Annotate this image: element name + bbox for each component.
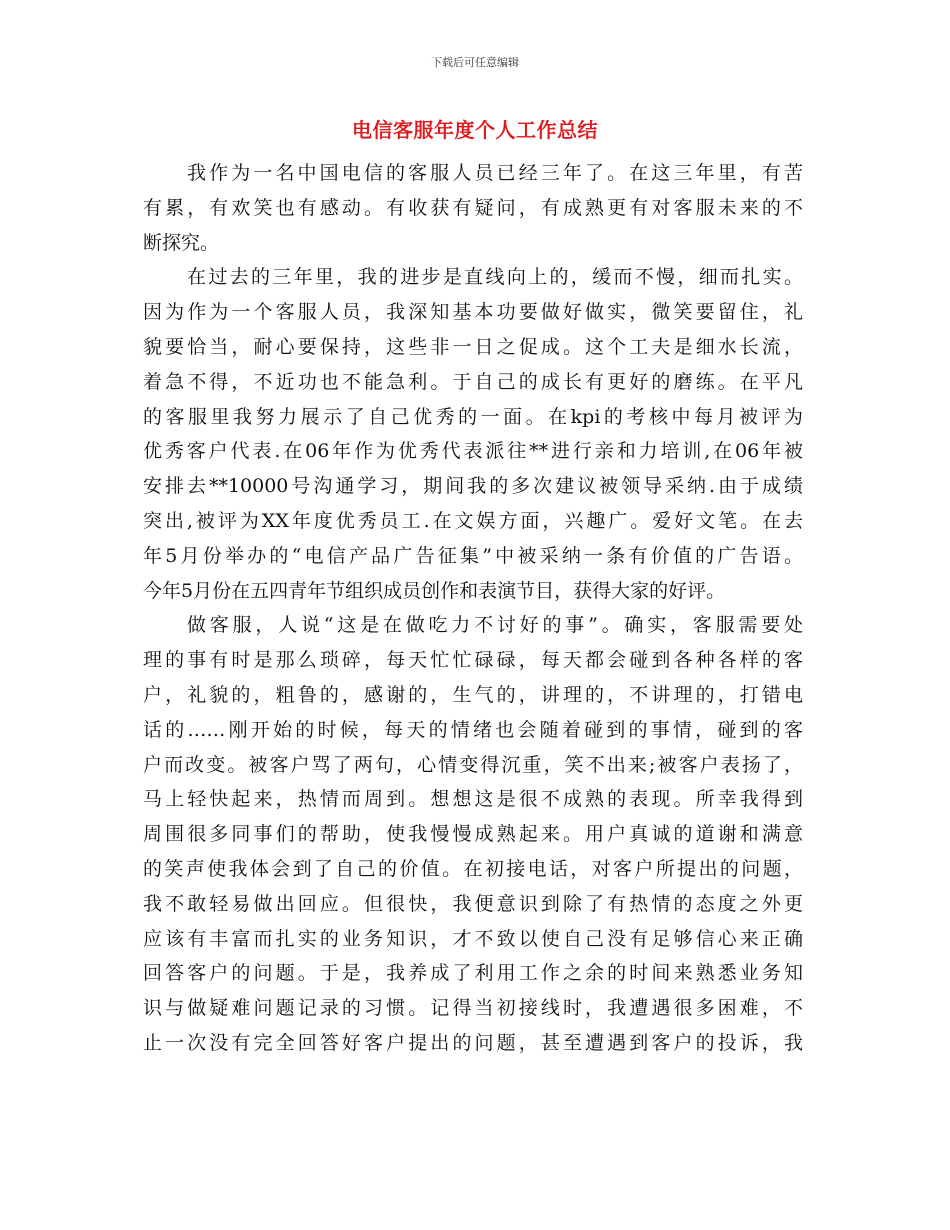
body-line: 的笑声使我体会到了自己的价值。在初接电话，对客户所提出的问题， — [143, 857, 803, 880]
body-line: 优秀客户代表.在06年作为优秀代表派往**进行亲和力培训,在06年被 — [143, 440, 803, 463]
body-line: 着急不得，不近功也不能急利。于自己的成长有更好的磨练。在平凡 — [143, 370, 803, 393]
body-line: 我不敢轻易做出回应。但很快，我便意识到除了有热情的态度之外更 — [143, 892, 803, 915]
header-note: 下载后可任意编辑 — [431, 56, 519, 69]
body-line: 户而改变。被客户骂了两句，心情变得沉重，笑不出来;被客户表扬了， — [143, 753, 803, 776]
body-line: 年5月份举办的“电信产品广告征集”中被采纳一条有价值的广告语。 — [143, 544, 803, 567]
body-line: 因为作为一个客服人员，我深知基本功要做好做实，微笑要留住，礼 — [143, 301, 803, 324]
body-line: 马上轻快起来，热情而周到。想想这是很不成熟的表现。所幸我得到 — [143, 788, 803, 811]
body-line: 周围很多同事们的帮助，使我慢慢成熟起来。用户真诚的道谢和满意 — [143, 823, 803, 846]
body-line: 今年5月份在五四青年节组织成员创作和表演节目，获得大家的好评。 — [143, 579, 726, 602]
body-line: 突出,被评为XX年度优秀员工.在文娱方面，兴趣广。爱好文笔。在去 — [143, 509, 803, 532]
body-line: 我作为一名中国电信的客服人员已经三年了。在这三年里，有苦 — [187, 162, 803, 184]
body-line: 安排去**10000号沟通学习，期间我的多次建议被领导采纳.由于成绩 — [143, 475, 803, 498]
body-line: 在过去的三年里，我的进步是直线向上的，缓而不慢，细而扎实。 — [187, 266, 803, 289]
body-line: 应该有丰富而扎实的业务知识，才不致以使自己没有足够信心来正确 — [143, 927, 803, 950]
body-line: 的客服里我努力展示了自己优秀的一面。在kpi的考核中每月被评为 — [143, 405, 803, 428]
body-line: 断探究。 — [143, 231, 220, 254]
body-line: 貌要恰当，耐心要保持，这些非一日之促成。这个工夫是细水长流， — [143, 335, 803, 358]
body-line: 户，礼貌的，粗鲁的，感谢的，生气的，讲理的，不讲理的，打错电 — [143, 683, 803, 706]
body-line: 做客服，人说“这是在做吃力不讨好的事”。确实，客服需要处 — [187, 614, 803, 637]
body-line: 止一次没有完全回答好客户提出的问题，甚至遭遇到客户的投诉，我 — [143, 1031, 803, 1054]
body-line: 有累，有欢笑也有感动。有收获有疑问，有成熟更有对客服未来的不 — [143, 196, 803, 219]
document-title: 电信客服年度个人工作总结 — [352, 118, 598, 142]
body-line: 理的事有时是那么琐碎，每天忙忙碌碌，每天都会碰到各种各样的客 — [143, 649, 803, 672]
body-line: 识与做疑难问题记录的习惯。记得当初接线时，我遭遇很多困难，不 — [143, 997, 803, 1020]
body-line: 话的……刚开始的时候，每天的情绪也会随着碰到的事情，碰到的客 — [143, 718, 803, 741]
document-body — [143, 156, 803, 1061]
body-line: 回答客户的问题。于是，我养成了利用工作之余的时间来熟悉业务知 — [143, 962, 803, 985]
